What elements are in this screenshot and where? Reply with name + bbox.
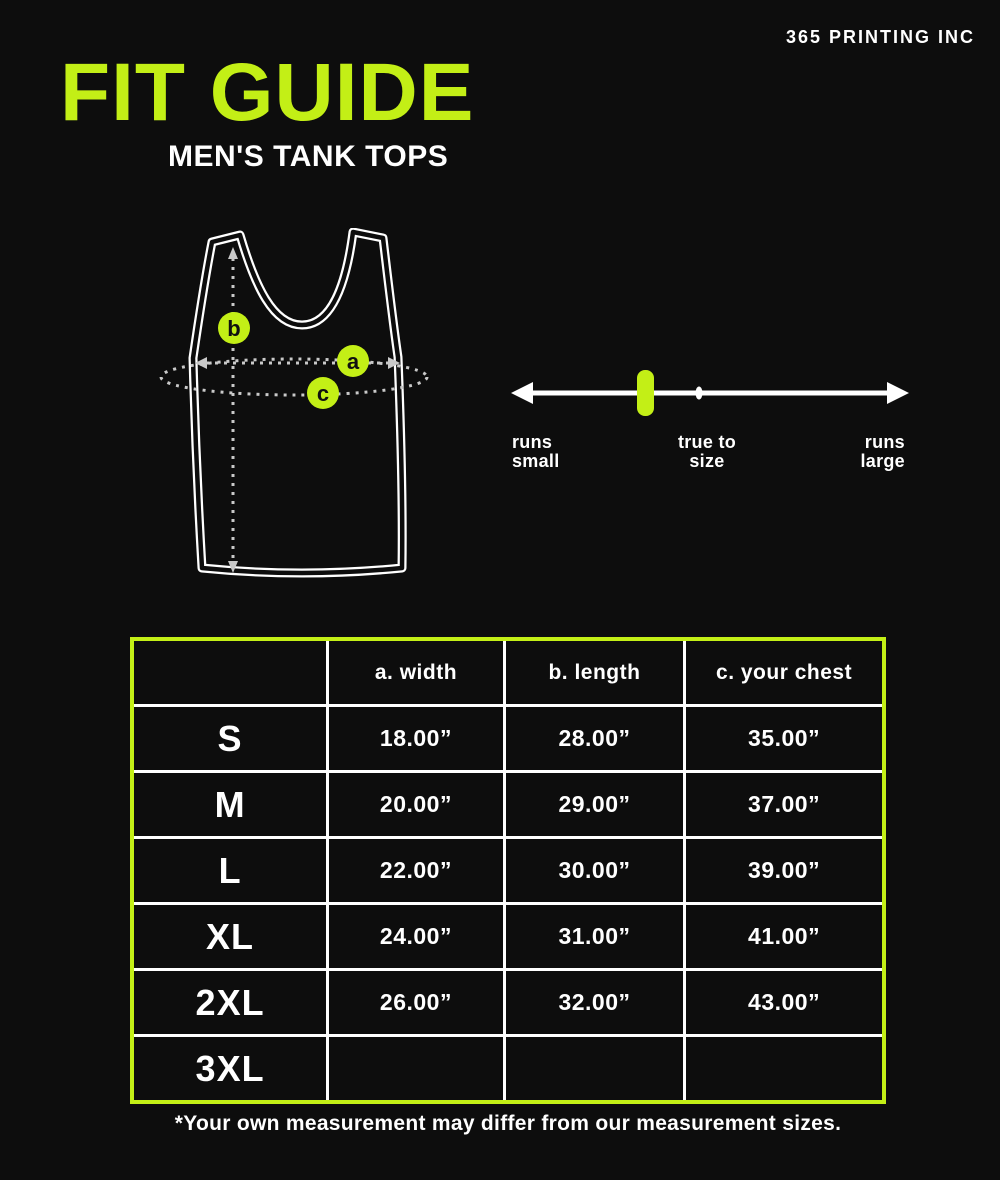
row-m-length: 29.00”: [506, 773, 683, 836]
column-header-length: b. length: [506, 641, 683, 704]
row-s-size: S: [134, 707, 326, 770]
marker-b-label: b: [227, 316, 241, 341]
row-m-size: M: [134, 773, 326, 836]
marker-c: [307, 377, 339, 409]
fit-scale-arrow: [511, 382, 909, 404]
fit-scale: [505, 360, 915, 430]
row-l-chest: 39.00”: [686, 839, 882, 902]
row-3xl-size: 3XL: [134, 1037, 326, 1100]
fit-scale-label-runs-small: runs small: [512, 432, 560, 471]
row-xl-width: 24.00”: [329, 905, 503, 968]
row-3xl-chest: [686, 1037, 882, 1100]
column-header-chest: c. your chest: [686, 641, 882, 704]
page-subtitle: MEN'S TANK TOPS: [168, 140, 449, 173]
row-l-width: 22.00”: [329, 839, 503, 902]
true-to-size-tick: [696, 387, 703, 400]
marker-c-label: c: [316, 381, 330, 406]
size-table: [130, 637, 886, 1104]
row-s-width: 18.00”: [329, 707, 503, 770]
row-m-chest: 37.00”: [686, 773, 882, 836]
column-header-size: [134, 641, 326, 704]
row-2xl-chest: 43.00”: [686, 971, 882, 1034]
tank-top-illustration: [140, 228, 480, 588]
marker-a: [337, 345, 369, 377]
marker-b: [218, 312, 250, 344]
fit-scale-label-true-to-size: true to size: [677, 432, 737, 471]
row-s-chest: 35.00”: [686, 707, 882, 770]
page-title: FIT GUIDE: [60, 47, 475, 138]
row-l-size: L: [134, 839, 326, 902]
row-2xl-width: 26.00”: [329, 971, 503, 1034]
fit-scale-slider: [637, 370, 654, 416]
row-s-length: 28.00”: [506, 707, 683, 770]
row-xl-length: 31.00”: [506, 905, 683, 968]
brand-name: 365 PRINTING INC: [785, 27, 975, 47]
fit-scale-label-runs-large: runs large: [860, 432, 905, 471]
column-header-width: a. width: [329, 641, 503, 704]
row-m-width: 20.00”: [329, 773, 503, 836]
row-3xl-length: [506, 1037, 683, 1100]
row-2xl-length: 32.00”: [506, 971, 683, 1034]
tank-top-outline: [193, 232, 402, 573]
footnote: *Your own measurement may differ from our measurement sizes.: [174, 1112, 842, 1135]
row-xl-size: XL: [134, 905, 326, 968]
row-3xl-width: [329, 1037, 503, 1100]
row-2xl-size: 2XL: [134, 971, 326, 1034]
row-l-length: 30.00”: [506, 839, 683, 902]
marker-a-label: a: [346, 349, 360, 374]
row-xl-chest: 41.00”: [686, 905, 882, 968]
